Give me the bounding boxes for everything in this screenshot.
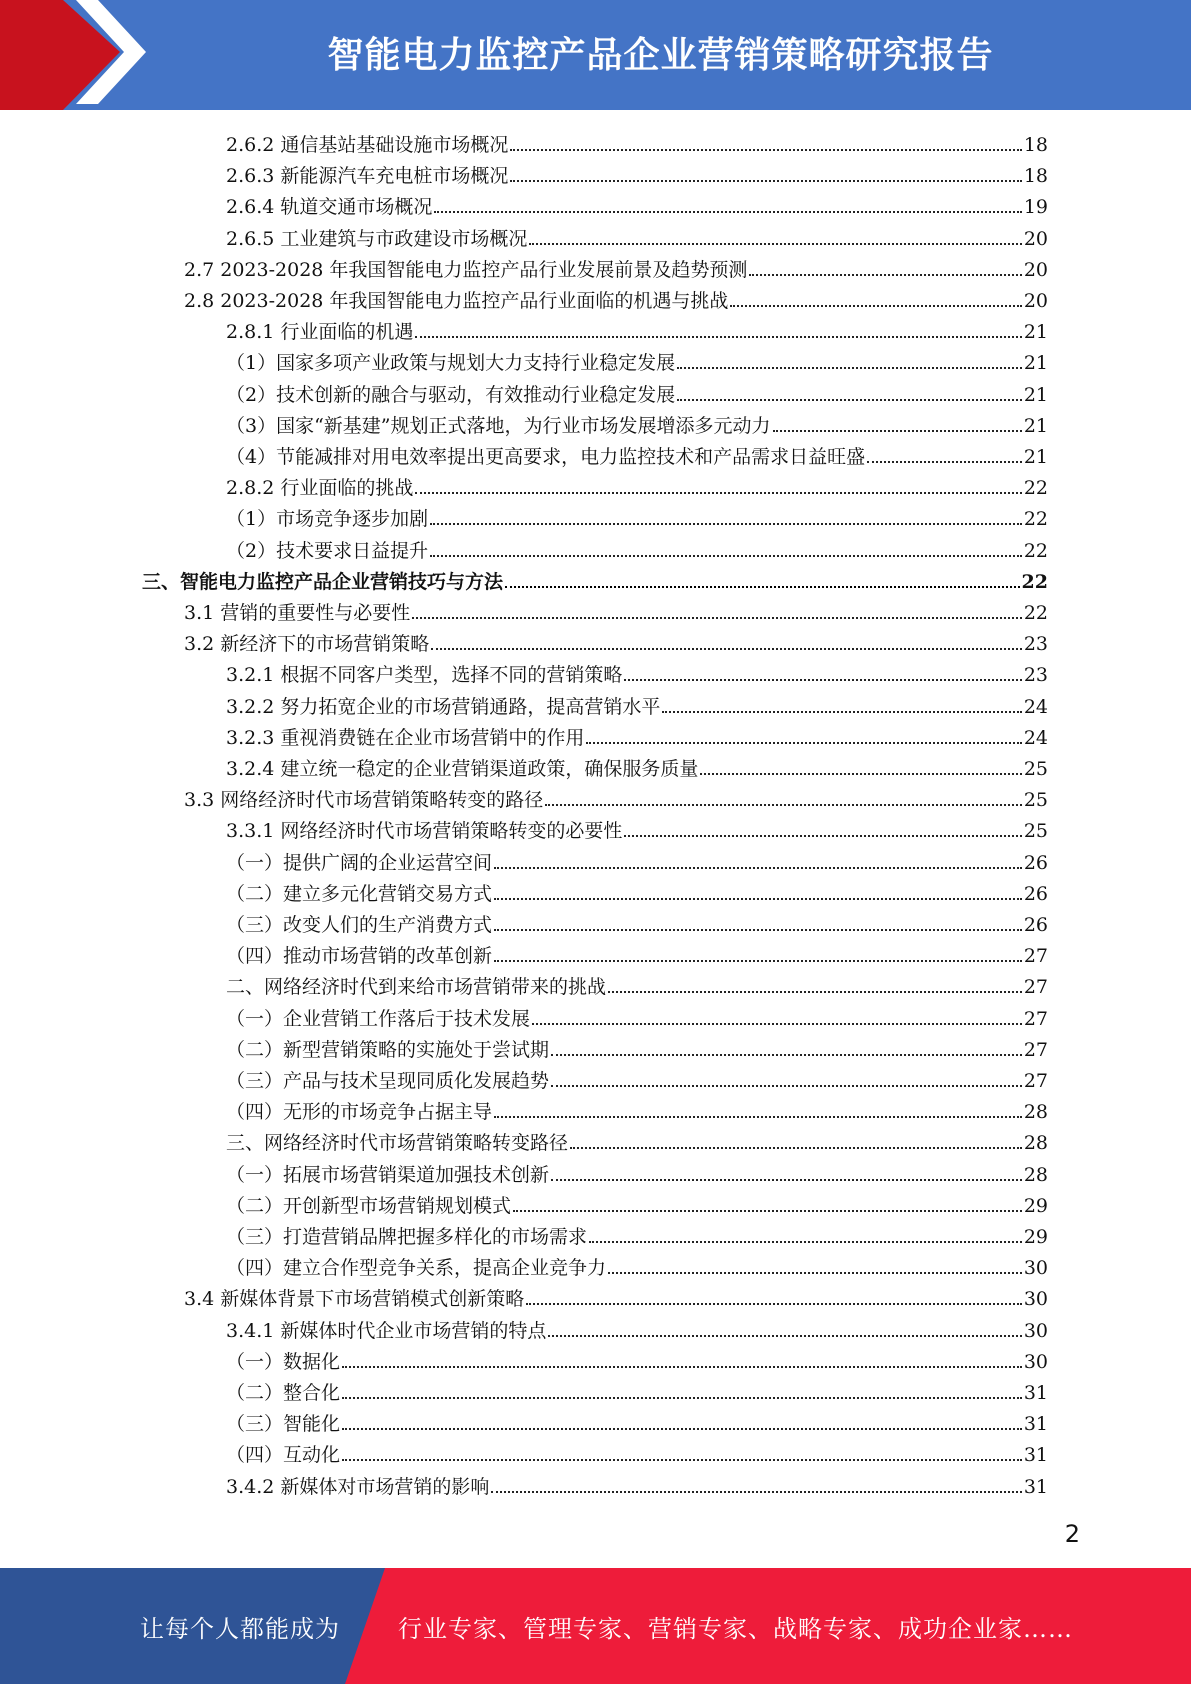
- footer-roles: 行业专家、管理专家、营销专家、战略专家、成功企业家……: [398, 1614, 1073, 1643]
- footer-slogan: 让每个人都能成为: [140, 1614, 340, 1643]
- toc-entry-title: 2.6.2 通信基站基础设施市场概况: [226, 134, 509, 156]
- toc-entry-title: （四）推动市场营销的改革创新: [226, 945, 493, 968]
- toc-entry[interactable]: [226, 1343, 1048, 1374]
- toc-dot-leader: [342, 1397, 1022, 1399]
- toc-entry-title: 2.6.4 轨道交通市场概况: [226, 196, 433, 219]
- toc-entry-title: 2.6.5 工业建筑与市政建设市场概况: [226, 227, 528, 250]
- toc-entry-title: （一）拓展市场营销渠道加强技术创新: [226, 1163, 550, 1186]
- toc-dot-leader: [773, 430, 1022, 432]
- toc-entry-page: 22: [1023, 602, 1048, 624]
- toc-entry-page: 28: [1023, 1101, 1048, 1124]
- toc-entry[interactable]: [226, 937, 1048, 968]
- toc-dot-leader: [415, 336, 1021, 338]
- toc-dot-leader: [431, 648, 1022, 650]
- toc-dot-leader: [608, 991, 1022, 993]
- toc-dot-leader: [412, 617, 1022, 619]
- toc-dot-leader: [586, 742, 1021, 744]
- toc-entry-title: 2.8 2023-2028 年我国智能电力监控产品行业面临的机遇与挑战: [184, 290, 729, 312]
- toc-entry[interactable]: [226, 1374, 1048, 1405]
- toc-entry-page: 26: [1023, 851, 1048, 874]
- toc-entry[interactable]: [226, 1405, 1048, 1436]
- toc-entry[interactable]: [226, 1062, 1048, 1093]
- toc-entry[interactable]: [226, 875, 1048, 906]
- toc-entry[interactable]: [226, 1312, 1048, 1343]
- page-footer: [0, 1568, 1191, 1684]
- toc-entry-title: （2）技术创新的融合与驱动，有效推动行业稳定发展: [226, 383, 676, 406]
- toc-entry-title: 3.4 新媒体背景下市场营销模式创新策略: [184, 1288, 525, 1311]
- toc-entry[interactable]: [184, 282, 1048, 313]
- page-header: [0, 0, 1191, 110]
- toc-entry[interactable]: [226, 844, 1048, 875]
- toc-dot-leader: [342, 1428, 1022, 1430]
- toc-entry-title: （三）智能化: [226, 1413, 341, 1436]
- toc-entry[interactable]: [226, 968, 1048, 999]
- toc-entry[interactable]: [226, 407, 1048, 438]
- toc-entry[interactable]: [226, 220, 1048, 251]
- toc-entry-title: 3.3 网络经济时代市场营销策略转变的路径: [184, 789, 544, 812]
- toc-dot-leader: [677, 399, 1022, 401]
- toc-entry-page: 30: [1023, 1350, 1048, 1373]
- toc-dot-leader: [662, 711, 1021, 713]
- toc-entry-page: 21: [1023, 383, 1048, 406]
- toc-dot-leader: [749, 274, 1021, 276]
- toc-entry-page: 31: [1023, 1444, 1048, 1467]
- toc-entry[interactable]: [226, 906, 1048, 937]
- toc-entry[interactable]: [226, 532, 1048, 563]
- toc-dot-leader: [342, 1366, 1022, 1368]
- toc-entry-page: 21: [1023, 321, 1048, 344]
- toc-entry-title: 2.8.2 行业面临的挑战: [226, 477, 414, 500]
- toc-dot-leader: [529, 243, 1021, 245]
- page-number: 2: [1064, 1520, 1080, 1548]
- toc-dot-leader: [867, 461, 1022, 463]
- toc-entry[interactable]: [184, 594, 1048, 625]
- toc-entry-page: 26: [1023, 914, 1048, 936]
- toc-entry[interactable]: [226, 719, 1048, 750]
- toc-entry-page: 22: [1021, 570, 1048, 593]
- toc-entry-title: 三、智能电力监控产品企业营销技巧与方法: [142, 570, 504, 593]
- toc-dot-leader: [510, 180, 1021, 182]
- toc-entry-page: 27: [1023, 1007, 1048, 1030]
- toc-dot-leader: [430, 523, 1022, 525]
- toc-entry[interactable]: [184, 781, 1048, 812]
- toc-entry[interactable]: [226, 500, 1048, 531]
- toc-dot-leader: [624, 835, 1021, 837]
- toc-dot-leader: [430, 555, 1022, 557]
- toc-entry-page: 27: [1023, 1038, 1048, 1061]
- toc-entry[interactable]: [226, 812, 1048, 843]
- toc-entry-title: 3.1 营销的重要性与必要性: [184, 602, 411, 624]
- toc-dot-leader: [415, 492, 1021, 494]
- toc-entry[interactable]: [226, 188, 1048, 219]
- toc-dot-leader: [494, 929, 1022, 931]
- toc-entry-page: 30: [1023, 1319, 1048, 1342]
- toc-dot-leader: [434, 211, 1021, 213]
- toc-entry-title: （一）提供广阔的企业运营空间: [226, 851, 493, 874]
- toc-entry-page: 25: [1023, 758, 1048, 780]
- toc-entry-title: 2.7 2023-2028 年我国智能电力监控产品行业发展前景及趋势预测: [184, 258, 748, 281]
- toc-entry[interactable]: [226, 126, 1048, 157]
- toc-entry-page: 25: [1023, 820, 1048, 843]
- toc-entry-title: （三）打造营销品牌把握多样化的市场需求: [226, 1226, 588, 1248]
- toc-entry-title: （二）新型营销策略的实施处于尝试期: [226, 1038, 550, 1061]
- toc-dot-leader: [513, 1210, 1022, 1212]
- toc-entry-title: （1）市场竞争逐步加剧: [226, 508, 429, 531]
- toc-entry-page: 18: [1023, 165, 1048, 188]
- toc-dot-leader: [551, 1179, 1022, 1181]
- toc-entry-page: 31: [1023, 1382, 1048, 1404]
- toc-entry-page: 30: [1023, 1257, 1048, 1280]
- toc-entry[interactable]: [226, 1468, 1048, 1499]
- toc-entry-page: 31: [1023, 1475, 1048, 1498]
- toc-entry[interactable]: [226, 1093, 1048, 1124]
- toc-entry-title: 三、网络经济时代市场营销策略转变路径: [226, 1132, 569, 1155]
- toc-entry[interactable]: [184, 625, 1048, 656]
- toc-dot-leader: [342, 1459, 1022, 1461]
- toc-dot-leader: [494, 898, 1022, 900]
- toc-dot-leader: [700, 773, 1021, 775]
- toc-dot-leader: [545, 804, 1022, 806]
- toc-entry-page: 22: [1023, 477, 1048, 500]
- toc-entry-title: （二）整合化: [226, 1382, 341, 1404]
- toc-entry-title: （一）数据化: [226, 1350, 341, 1373]
- toc-entry-title: （二）开创新型市场营销规划模式: [226, 1194, 512, 1217]
- toc-dot-leader: [505, 586, 1020, 588]
- toc-entry-page: 25: [1023, 789, 1048, 812]
- toc-dot-leader: [677, 367, 1022, 369]
- toc-entry[interactable]: [226, 157, 1048, 188]
- toc-entry[interactable]: [226, 344, 1048, 375]
- toc-entry-title: （四）互动化: [226, 1444, 341, 1467]
- toc-entry[interactable]: [226, 438, 1048, 469]
- toc-entry[interactable]: [184, 251, 1048, 282]
- toc-entry[interactable]: [226, 1249, 1048, 1280]
- toc-entry-title: 3.2.4 建立统一稳定的企业营销渠道政策，确保服务质量: [226, 758, 699, 780]
- toc-entry[interactable]: [226, 1031, 1048, 1062]
- toc-dot-leader: [624, 679, 1021, 681]
- toc-entry-page: 18: [1023, 134, 1048, 156]
- toc-entry[interactable]: [142, 563, 1048, 594]
- toc-entry[interactable]: [226, 656, 1048, 687]
- toc-entry-title: 二、网络经济时代到来给市场营销带来的挑战: [226, 976, 607, 999]
- toc-entry-page: 21: [1023, 352, 1048, 375]
- toc-dot-leader: [548, 1335, 1021, 1337]
- toc-entry-page: 20: [1023, 258, 1048, 281]
- toc-entry-title: （1）国家多项产业政策与规划大力支持行业稳定发展: [226, 352, 676, 375]
- toc-dot-leader: [532, 1023, 1022, 1025]
- toc-entry-title: （2）技术要求日益提升: [226, 539, 429, 562]
- toc-entry-title: 2.6.3 新能源汽车充电桩市场概况: [226, 165, 509, 188]
- toc-entry-title: （四）建立合作型竞争关系，提高企业竞争力: [226, 1257, 607, 1280]
- toc-entry-page: 21: [1023, 446, 1048, 468]
- toc-dot-leader: [494, 867, 1022, 869]
- toc-dot-leader: [551, 1054, 1022, 1056]
- toc-entry[interactable]: [226, 1000, 1048, 1031]
- toc-entry-title: 3.3.1 网络经济时代市场营销策略转变的必要性: [226, 820, 623, 843]
- toc-entry-title: 3.2.2 努力拓宽企业的市场营销通路，提高营销水平: [226, 695, 661, 718]
- toc-entry-page: 28: [1023, 1163, 1048, 1186]
- report-title: 智能电力监控产品企业营销策略研究报告: [327, 34, 994, 76]
- toc-entry[interactable]: [226, 1436, 1048, 1467]
- toc-entry-page: 19: [1023, 196, 1048, 219]
- toc-dot-leader: [526, 1303, 1022, 1305]
- toc-entry-page: 24: [1023, 726, 1048, 749]
- toc-entry-page: 30: [1023, 1288, 1048, 1311]
- toc-entry[interactable]: [226, 376, 1048, 407]
- toc-entry-page: 27: [1023, 1070, 1048, 1092]
- toc-entry-title: 3.2.1 根据不同客户类型，选择不同的营销策略: [226, 664, 623, 687]
- toc-entry-page: 23: [1023, 633, 1048, 656]
- toc-entry[interactable]: [226, 469, 1048, 500]
- toc-entry[interactable]: [226, 1218, 1048, 1249]
- toc-entry[interactable]: [226, 1187, 1048, 1218]
- toc-entry-title: 3.4.2 新媒体对市场营销的影响: [226, 1475, 490, 1498]
- toc-dot-leader: [551, 1085, 1022, 1087]
- toc-dot-leader: [570, 1147, 1022, 1149]
- toc-entry-page: 20: [1023, 227, 1048, 250]
- toc-entry-page: 29: [1023, 1226, 1048, 1248]
- toc-entry-title: 3.4.1 新媒体时代企业市场营销的特点: [226, 1319, 547, 1342]
- toc-dot-leader: [491, 1491, 1021, 1493]
- toc-entry[interactable]: [226, 750, 1048, 781]
- toc-dot-leader: [494, 1116, 1022, 1118]
- toc-entry[interactable]: [226, 1156, 1048, 1187]
- toc-entry[interactable]: [226, 1124, 1048, 1155]
- toc-entry[interactable]: [226, 688, 1048, 719]
- toc-entry-page: 26: [1023, 882, 1048, 905]
- toc-entry-title: 3.2 新经济下的市场营销策略: [184, 633, 430, 656]
- toc-entry-page: 22: [1023, 508, 1048, 531]
- toc-entry-page: 27: [1023, 945, 1048, 968]
- toc-dot-leader: [494, 960, 1022, 962]
- toc-entry-page: 22: [1023, 539, 1048, 562]
- toc-entry-page: 29: [1023, 1194, 1048, 1217]
- toc-entry-title: （4）节能减排对用电效率提出更高要求，电力监控技术和产品需求日益旺盛: [226, 446, 866, 468]
- toc-entry-title: （四）无形的市场竞争占据主导: [226, 1101, 493, 1124]
- toc-dot-leader: [589, 1241, 1022, 1243]
- toc-entry[interactable]: [226, 313, 1048, 344]
- toc-dot-leader: [730, 305, 1021, 307]
- toc-entry-page: 27: [1023, 976, 1048, 999]
- toc-entry-page: 28: [1023, 1132, 1048, 1155]
- toc-entry[interactable]: [184, 1280, 1048, 1311]
- toc-entry-title: （三）改变人们的生产消费方式: [226, 914, 493, 936]
- toc-dot-leader: [608, 1272, 1022, 1274]
- toc-entry-title: （3）国家“新基建”规划正式落地，为行业市场发展增添多元动力: [226, 414, 771, 437]
- toc-entry-title: 2.8.1 行业面临的机遇: [226, 321, 414, 344]
- toc-dot-leader: [510, 149, 1021, 151]
- toc-entry-title: （一）企业营销工作落后于技术发展: [226, 1007, 531, 1030]
- toc-entry-page: 24: [1023, 695, 1048, 718]
- toc-entry-page: 23: [1023, 664, 1048, 687]
- toc-entry-page: 21: [1023, 414, 1048, 437]
- toc-entry-page: 31: [1023, 1413, 1048, 1436]
- toc-entry-title: （三）产品与技术呈现同质化发展趋势: [226, 1070, 550, 1092]
- toc-entry-page: 20: [1023, 290, 1048, 312]
- toc-entry-title: （二）建立多元化营销交易方式: [226, 882, 493, 905]
- toc-entry-title: 3.2.3 重视消费链在企业市场营销中的作用: [226, 726, 585, 749]
